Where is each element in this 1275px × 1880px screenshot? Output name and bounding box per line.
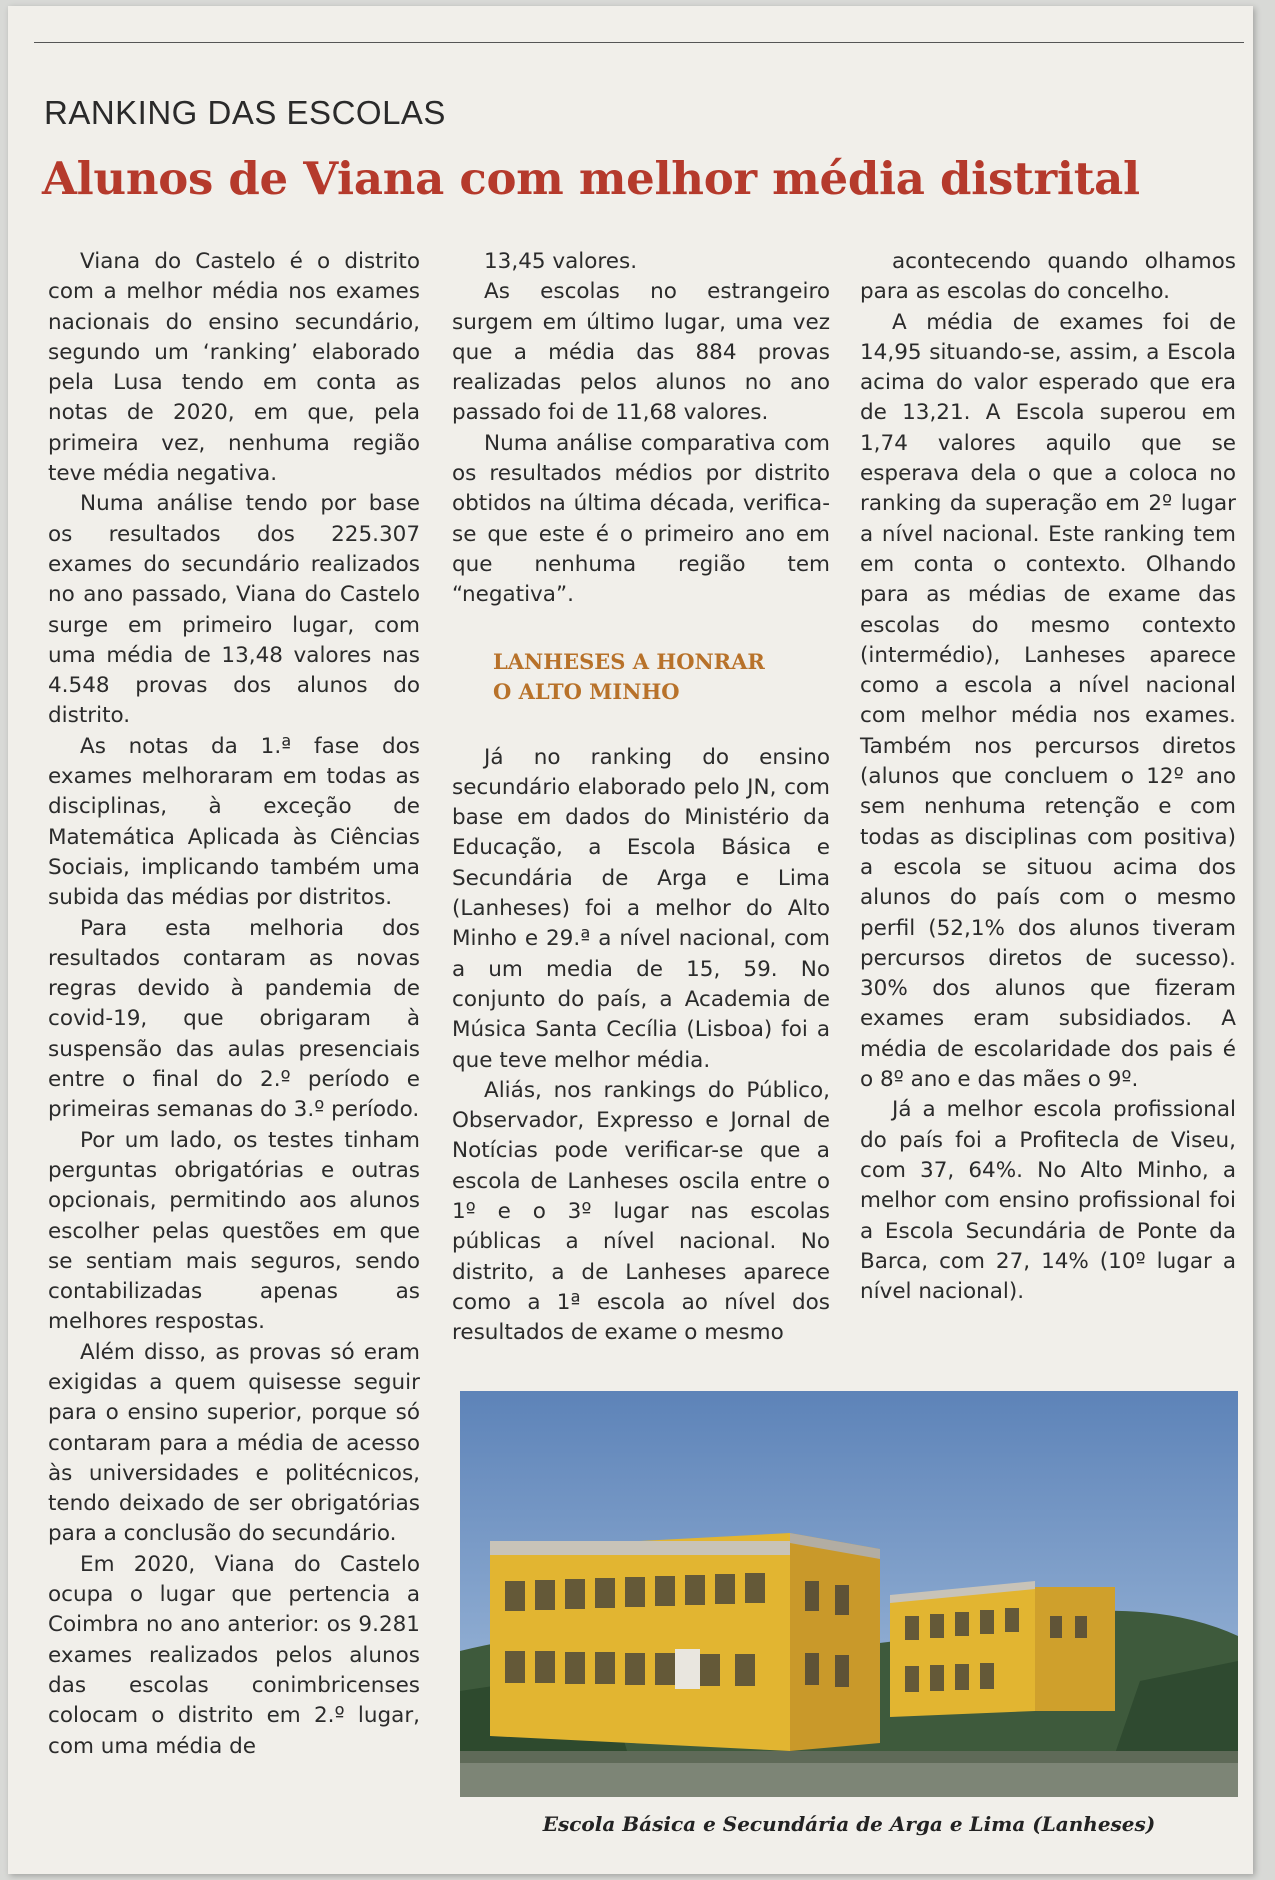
paragraph: Já no ranking do ensino secundário elaborado pelo JN, com base em dados do Ministério da Educação, a Escola Básica e Secundária de Arga e Lima (Lanheses) foi a melhor do Alto Minho e 29.ª a nível nacional, com a um media de 15, 59. No conjunto do país, a Academia de Música Santa Cecília (Lisboa) foi a que teve melhor média. (452, 744, 830, 1073)
subheading (493, 647, 830, 707)
column-2 (452, 247, 830, 1349)
paragraph: Em 2020, Viana do Castelo ocupa o lugar que pertencia a Coimbra no ano anterior: os 9.281 exames realizados pelos alunos das escolas conimbricenses colocam o distrito em 2.º lugar, com uma média de (48, 1551, 420, 1759)
paragraph: Já a melhor escola profissional do país foi a Profitecla de Viseu, com 37, 64%. No Alto Minho, a melhor com ensino profissional foi a Escola Secundária de Ponte da Barca, com 27, 14% (10º lugar a nível nacional). (860, 1097, 1236, 1305)
paragraph: Numa análise tendo por base os resultados dos 225.307 exames do secundário realizados no ano passado, Viana do Castelo surge em primeiro lugar, com uma média de 13,48 valores nas 4.548 provas dos alunos do distrito. (48, 491, 420, 729)
photo-caption: Escola Básica e Secundária de Arga e Lima (Lanheses) (542, 1812, 1156, 1836)
paragraph: Aliás, nos rankings do Público, Observador, Expresso e Jornal de Notícias pode verificar-se que a escola de Lanheses oscila entre o 1º e o 3º lugar nas escolas públicas a nível nacional. No distrito, a de Lanheses aparece como a 1ª escola ao nível dos resultados de exame o mesmo (452, 1077, 830, 1346)
paragraph: Por um lado, os testes tinham perguntas obrigatórias e outras opcionais, permitindo aos alunos escolher pelas questões em que se sentiam mais seguros, sendo contabilizadas apenas as melhores respostas. (48, 1127, 420, 1335)
column-3 (860, 247, 1236, 1307)
paragraph: Viana do Castelo é o distrito com a melhor média nos exames nacionais do ensino secundário, segundo um ‘ranking’ elaborado pela Lusa tendo em conta as notas de 2020, em que, pela primeira vez, nenhuma região teve média negativa. (48, 249, 420, 487)
paragraph: Numa análise comparativa com os resultados médios por distrito obtidos na última década, verifica-se que este é o primeiro ano em que nenhuma região tem “negativa”. (452, 430, 830, 608)
section-kicker: RANKING DAS ESCOLAS (44, 94, 446, 131)
subheading-line: LANHESES A HONRAR (493, 648, 765, 674)
paragraph: acontecendo quando olhamos para as escolas do concelho. (860, 249, 1236, 305)
school-photo (460, 1391, 1238, 1797)
paragraph: Para esta melhoria dos resultados contaram as novas regras devido à pandemia de covid-19, que obrigaram à suspensão das aulas presenciais entre o final do 2.º período e primeiras semanas do 3.º período. (48, 915, 420, 1123)
paragraph: Além disso, as provas só eram exigidas a quem quisesse seguir para o ensino superior, porque só contaram para a média de acesso às universidades e politécnicos, tendo deixado de ser obrigatórias para a conclusão do secundário. (48, 1339, 420, 1547)
top-rule (34, 42, 1244, 43)
paragraph: A média de exames foi de 14,95 situando-se, assim, a Escola acima do valor esperado que era de 13,21. A Escola superou em 1,74 valores aquilo que se esperava dela o que a coloca no ranking da superação em 2º lugar a nível nacional. Este ranking tem em conta o contexto. Olhando para as médias de exame das escolas do mesmo contexto (intermédio), Lanheses aparece como a escola a nível nacional com melhor média nos exames. Também nos percursos diretos (alunos que concluem o 12º ano sem nenhuma retenção e com todas as disciplinas com positiva) a escola se situou acima dos alunos do país com o mesmo perfil (52,1% dos alunos tiveram percursos diretos de sucesso). 30% dos alunos que fizeram exames eram subsidiados. A média de escolaridade dos pais é o 8º ano e das mães o 9º. (860, 309, 1236, 1093)
subheading-line: O ALTO MINHO (493, 678, 680, 704)
paragraph: As escolas no estrangeiro surgem em último lugar, uma vez que a média das 884 provas realizadas pelos alunos no ano passado foi de 11,68 valores. (452, 279, 830, 426)
paragraph: 13,45 valores. (484, 249, 638, 274)
paragraph: As notas da 1.ª fase dos exames melhoraram em todas as disciplinas, à exceção de Matemática Aplicada às Ciências Sociais, implicando também uma subida das médias por distritos. (48, 733, 420, 911)
column-1 (48, 247, 420, 1762)
newspaper-page (8, 6, 1253, 1874)
headline: Alunos de Viana com melhor média distrital (42, 152, 1140, 205)
